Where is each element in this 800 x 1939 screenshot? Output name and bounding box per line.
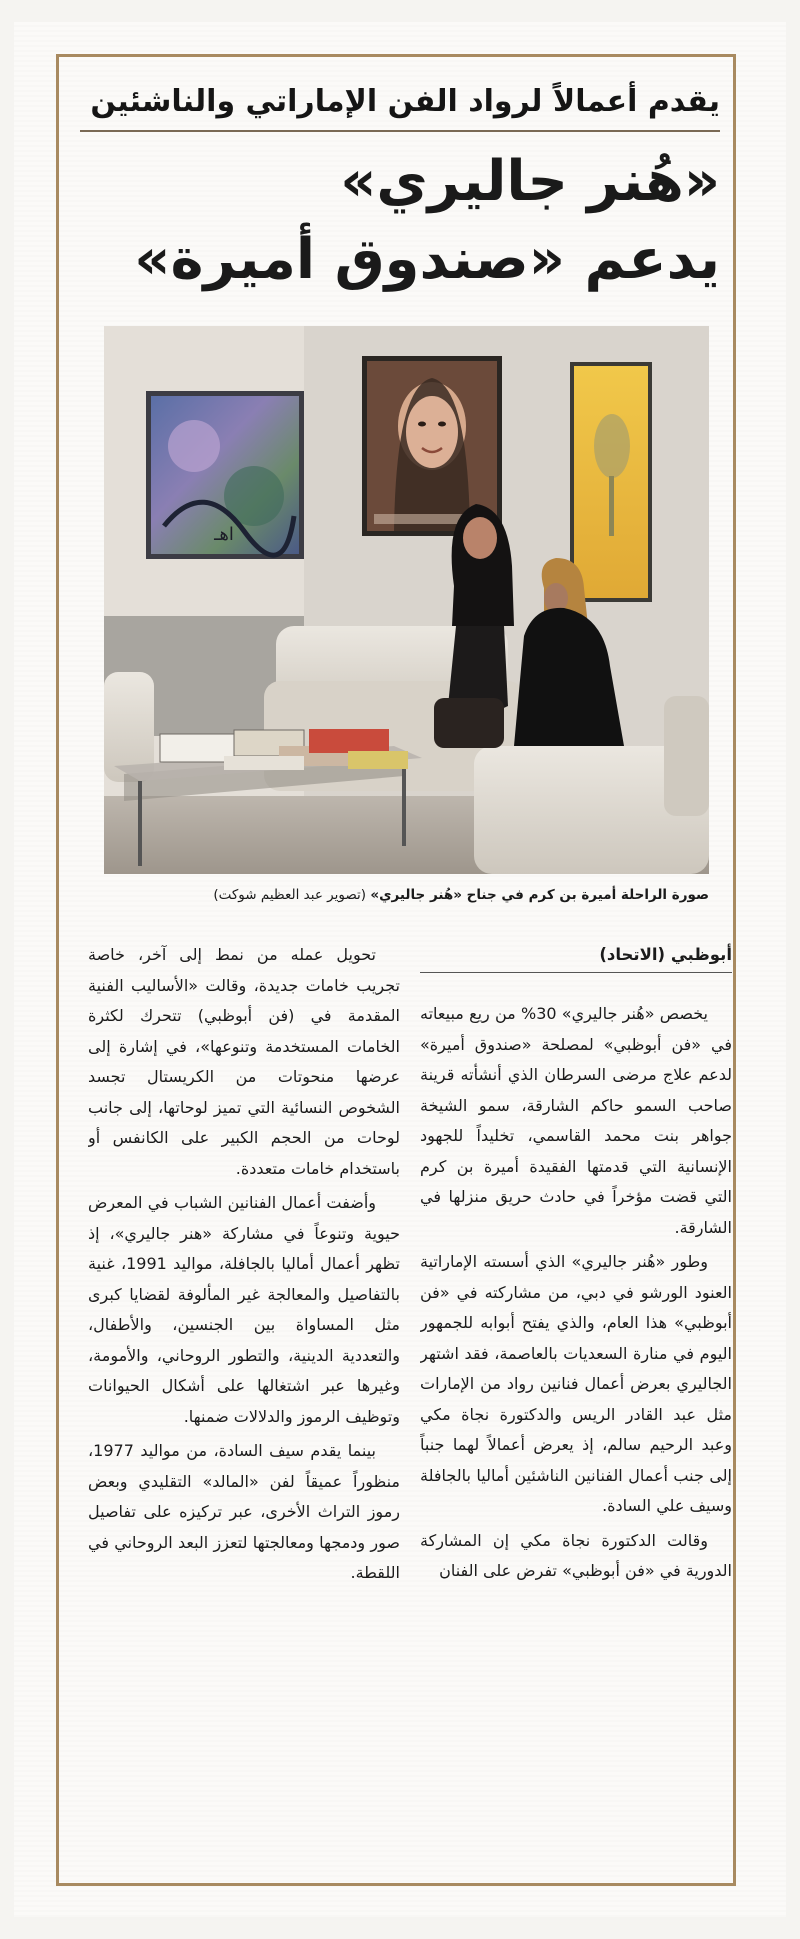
gallery-photo-illustration — [104, 326, 709, 874]
paragraph: وقالت الدكتورة نجاة مكي إن المشاركة الدورية في «فن أبوظبي» تفرض على الفنان — [420, 1530, 732, 1580]
caption-text: صورة الراحلة أميرة بن كرم في جناح «هُنر جاليري» — [370, 887, 709, 903]
article-column-right — [420, 940, 732, 1900]
dateline: أبوظبي (الاتحاد) — [420, 940, 732, 973]
photo-caption — [104, 884, 709, 906]
article-column-left — [88, 940, 400, 1900]
svg-text:اهـ: اهـ — [214, 524, 234, 545]
paragraph: بينما يقدم سيف السادة، من مواليد 1977، منظوراً عميقاً لفن «المالد» التقليدي وبعض رموز التراث الأخرى، عبر تركيزه على تفاصيل صور ودمجها ومعالجتها لتعزز البعد الروحاني في اللقطة. — [88, 1441, 400, 1582]
paragraph: وأضفت أعمال الفنانين الشباب في المعرض حيوية وتنوعاً في مشاركة «هنر جاليري»، إذ تظهر أعمال أماليا بالجافلة، مواليد 1991، غنية بالتفاصيل والمعالجة غير المألوفة لقضايا كبرى مثل المساواة بين الجنسين، والأطفال، والتعددية الدينية، والتطور الروحاني، والأمومة، وغيرها عبر اشتغالها على أشكال الحيوانات وتوظيف الرموز والدلالات ضمنها. — [88, 1193, 400, 1426]
headline-line-1: «هُنر جاليري» — [340, 149, 720, 214]
kicker-divider — [80, 130, 720, 132]
paragraph: تحويل عمله من نمط إلى آخر، خاصة تجريب خامات جديدة، وقالت «الأساليب الفنية المقدمة في (فن أبوظبي) تتحرك لكثرة الخامات المستخدمة وتنوعها»، في إشارة إلى عرضها منحوتات من الكريستال تجسد الشخوص النسائية التي تميز لوحاتها، إلى جانب لوحات من الحجم الكبير على الكانفس أو باستخدام خامات متعددة. — [88, 945, 400, 1178]
headline-line-2: يدعم «صندوق أميرة» — [134, 227, 720, 292]
paragraph: وطور «هُنر جاليري» الذي أسسته الإماراتية العنود الورشو في دبي، من مشاركته في «فن أبوظبي» هذا العام، والذي يفتح أبوابه للجمهور اليوم في منارة السعديات بالعاصمة، فقد اشتهر الجاليري بعرض أعمال فنانين رواد من الإمارات مثل عبد القادر الريس والدكتورة نجاة مكي وعبد الرحيم سالم، إذ يعرض أعمالاً لهما جنباً إلى جنب أعمال الفنانين الناشئين أماليا بالجافلة وسيف علي السادة. — [420, 1252, 732, 1515]
paragraph: يخصص «هُنر جاليري» 30% من ريع مبيعاته في «فن أبوظبي» لمصلحة «صندوق أميرة» لدعم علاج مرضى السرطان الذي أنشأته قرينة صاحب السمو حاكم الشارقة، سمو الشيخة جواهر بنت محمد القاسمي، تخليداً للجهود الإنسانية التي قدمتها الفقيدة أميرة بن كرم التي قضت مؤخراً في حادث حريق منزلها في الشارقة. — [420, 1004, 732, 1237]
caption-credit: (تصوير عبد العظيم شوكت) — [213, 887, 367, 903]
article-kicker: يقدم أعمالاً لرواد الفن الإماراتي والناشئين — [90, 84, 720, 119]
gallery-photo — [104, 326, 709, 874]
